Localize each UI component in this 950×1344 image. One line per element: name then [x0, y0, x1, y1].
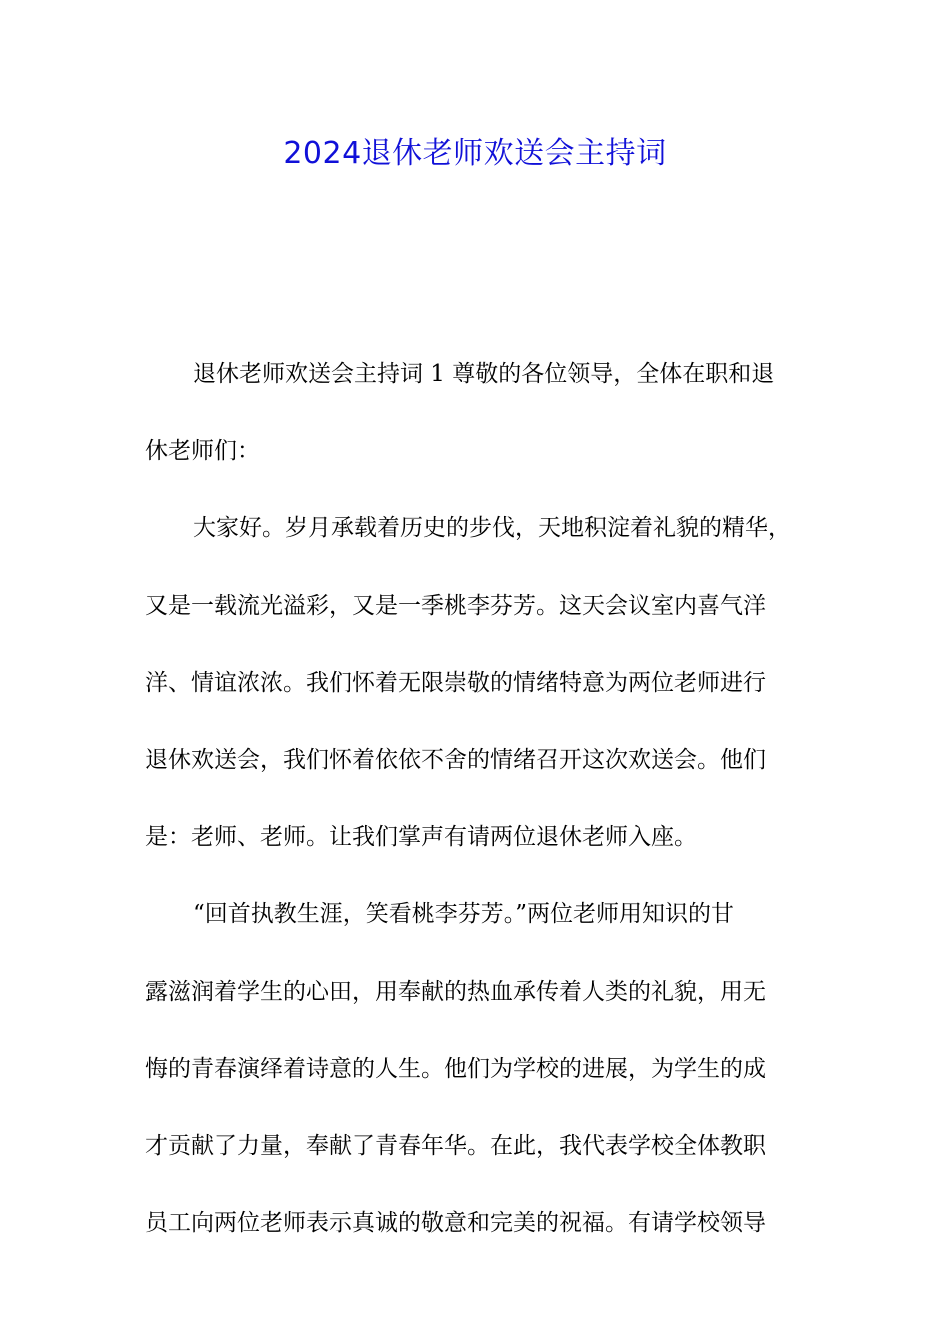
text-line: 悔的青春演绎着诗意的人生。他们为学校的进展，为学生的成 [145, 1055, 766, 1082]
paragraph-2 [145, 490, 810, 876]
text-line: 休老师们： [145, 438, 260, 465]
text-line: 大家好。岁月承载着历史的步伐，天地积淀着礼貌的精华， [193, 515, 791, 542]
text-line: 退休老师欢送会主持词 1 尊敬的各位领导，全体在职和退 [193, 361, 775, 387]
text-line: 是：老师、老师。让我们掌声有请两位退休老师入座。 [145, 824, 697, 851]
paragraph-1 [145, 336, 810, 490]
document-body [145, 336, 810, 1262]
text-line: 退休欢送会，我们怀着依依不舍的情绪召开这次欢送会。他们 [145, 747, 766, 774]
text-line: “回首执教生涯，笑看桃李芬芳。”两位老师用知识的甘 [193, 901, 735, 928]
text-line: 才贡献了力量，奉献了青春年华。在此，我代表学校全体教职 [145, 1133, 766, 1160]
document-title: 2024退休老师欢送会主持词 [283, 136, 667, 171]
text-line: 员工向两位老师表示真诚的敬意和完美的祝福。有请学校领导 [145, 1210, 766, 1237]
paragraph-3 [145, 876, 810, 1262]
text-line: 又是一载流光溢彩，又是一季桃李芬芳。这天会议室内喜气洋 [145, 592, 766, 619]
text-line: 洋、情谊浓浓。我们怀着无限崇敬的情绪特意为两位老师进行 [145, 669, 766, 696]
text-line: 露滋润着学生的心田，用奉献的热血承传着人类的礼貌，用无 [145, 978, 766, 1005]
